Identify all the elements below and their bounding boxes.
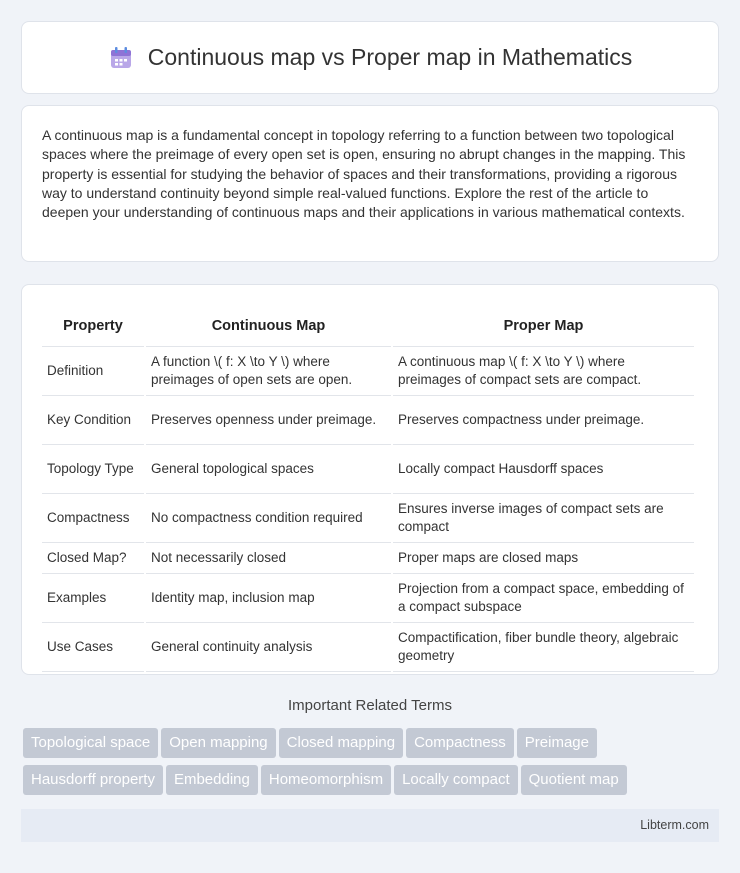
tag-embedding[interactable]: Embedding (166, 765, 258, 795)
row-proper: Compactification, fiber bundle theory, algebraic geometry (393, 623, 694, 672)
table-row (42, 347, 694, 396)
row-continuous: No compactness condition required (146, 494, 391, 543)
row-property: Compactness (42, 494, 144, 543)
footer (21, 809, 719, 842)
row-proper: Preserves compactness under preimage. (393, 396, 694, 445)
header-proper-map: Proper Map (393, 305, 694, 347)
tag-closed-mapping[interactable]: Closed mapping (279, 728, 403, 758)
page-title: Continuous map vs Proper map in Mathematics (147, 44, 633, 70)
row-property: Examples (42, 574, 144, 623)
row-property: Definition (42, 347, 144, 396)
row-property: Use Cases (42, 623, 144, 672)
header-continuous-map: Continuous Map (146, 305, 391, 347)
row-proper: Locally compact Hausdorff spaces (393, 445, 694, 494)
row-property: Closed Map? (42, 543, 144, 574)
row-proper: Ensures inverse images of compact sets are compact (393, 494, 694, 543)
tag-compactness[interactable]: Compactness (406, 728, 514, 758)
table-row (42, 445, 694, 494)
tag-hausdorff-property[interactable]: Hausdorff property (23, 765, 163, 795)
title-card (21, 21, 719, 94)
row-continuous: General topological spaces (146, 445, 391, 494)
row-continuous: General continuity analysis (146, 623, 391, 672)
footer-site-link[interactable]: Libterm.com (640, 818, 709, 832)
row-continuous: A function \( f: X \to Y \) where preimages of open sets are open. (146, 347, 391, 396)
calendar-icon (108, 45, 134, 71)
comparison-table (40, 305, 696, 672)
table-row (42, 396, 694, 445)
tag-quotient-map[interactable]: Quotient map (521, 765, 627, 795)
row-property: Topology Type (42, 445, 144, 494)
related-terms-list (23, 728, 703, 802)
tag-preimage[interactable]: Preimage (517, 728, 597, 758)
tag-topological-space[interactable]: Topological space (23, 728, 158, 758)
row-continuous: Not necessarily closed (146, 543, 391, 574)
tag-locally-compact[interactable]: Locally compact (394, 765, 518, 795)
table-row (42, 574, 694, 623)
related-terms-heading: Important Related Terms (288, 697, 452, 714)
row-property: Key Condition (42, 396, 144, 445)
row-proper: A continuous map \( f: X \to Y \) where preimages of compact sets are compact. (393, 347, 694, 396)
tag-open-mapping[interactable]: Open mapping (161, 728, 275, 758)
row-proper: Proper maps are closed maps (393, 543, 694, 574)
row-continuous: Identity map, inclusion map (146, 574, 391, 623)
table-row (42, 543, 694, 574)
comparison-card (21, 284, 719, 675)
table-header-row (42, 305, 694, 347)
table-row (42, 494, 694, 543)
header-property: Property (42, 305, 144, 347)
intro-paragraph: A continuous map is a fundamental concept in topology referring to a function between two topological spaces where the preimage of every open set is open, ensuring no abrupt changes in the mapping. This property is essential for studying the behavior of spaces and their transformations, providing a rigorous way to understand continuity beyond simple real-valued functions. Explore the rest of the article to deepen your understanding of continuous maps and their applications in various mathematical contexts. (42, 127, 686, 221)
row-continuous: Preserves openness under preimage. (146, 396, 391, 445)
intro-card (21, 105, 719, 262)
row-proper: Projection from a compact space, embedding of a compact subspace (393, 574, 694, 623)
tag-homeomorphism[interactable]: Homeomorphism (261, 765, 391, 795)
table-row (42, 623, 694, 672)
